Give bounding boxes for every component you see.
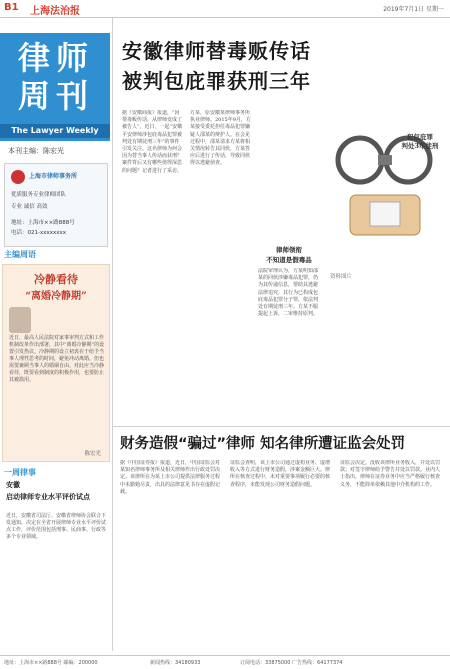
page-header: [0, 0, 450, 18]
article-subhead: 律师领衔: [276, 246, 302, 254]
section-logo-title: 律师周刊: [17, 39, 94, 115]
second-headline: 财务造假“骗过”律师 知名律所遭证监会处罚: [120, 436, 406, 452]
opinion-author: 陈宏光: [84, 451, 101, 457]
bag-label: [370, 202, 400, 226]
left-column: [0, 18, 110, 651]
article-column: 法院审理认为，方某明知邵某的同伙涉嫌毒品犯罪，仍为其传递信息，帮助其逃避法律追究，其行为已构成包庇毒品犯罪分子罪，依法判处有期徒刑三年。方某不服提起上诉，二审维持原判。: [258, 268, 319, 318]
author-photo: [9, 307, 31, 333]
article-column: 据《中国证券报》报道，近日，中国证监会对某知名律师事务所及相关律师作出行政处罚决定。该律所在为某上市公司提供法律服务过程中未勤勉尽责，出具的法律意见书存在虚假记载。: [120, 460, 220, 495]
main-headline-line: 被判包庇罪获刑三年: [122, 69, 311, 93]
article-column: 据《安徽商报》报道，“因帮毒贩传话，从律师变成了被告人”。近日，一起“安徽平安律师涉包庇毒品犯罪被判处有期徒刑三年”的事件引发关注。这名律师为何会因为替当事人传话而获刑？案件背后又有哪些值得深思的问题？记者进行了采访。: [122, 110, 183, 174]
ad-line: 地址：上海市××路888号: [11, 220, 75, 226]
firm-logo-icon: [11, 170, 25, 184]
article-column: 证监会决定，没收该律所业务收入，并处以罚款；对签字律师给予警告并处以罚款。业内人士指出，律师在证券业务中应当严格履行核查义务，不能简单依赖其他中介机构的工作。: [340, 460, 441, 488]
opinion-title: “离婚冷静期”: [25, 291, 87, 302]
chief-editor: 本刊主编：陈宏光: [8, 147, 64, 155]
opinion-column: [2, 264, 110, 462]
footer-hotline: 新闻热线：34180933: [150, 660, 201, 666]
advertisement: [4, 163, 108, 247]
ad-line: 优质服务专业律师团队: [11, 192, 67, 198]
article-column: 证监会查明，该上市公司通过虚构业务、虚增收入等方式进行财务造假，涉案金额巨大。律所在核查过程中，未对重要事项履行必要的核查程序，未能发现公司财务造假问题。: [230, 460, 330, 488]
opinion-text: 近日，最高人民法院对家事审判方式和工作机制改革作出部署，其中“离婚冷静期”的设置引发热议。冷静期的设立初衷在于给予当事人理性思考的时间，避免冲动离婚，但也需要兼顾当事人的婚姻自由。对此应当冷静看待，既要看到制度的积极作用，也要防止其被滥用。: [9, 335, 105, 383]
handcuff-chain: [378, 155, 392, 165]
main-headline: [122, 36, 442, 96]
column-divider: [112, 18, 113, 651]
section-divider: [113, 426, 450, 427]
weekly-headline: 启动律师专业水平评价试点: [6, 492, 90, 501]
dateline: 2019年7月1日 星期一: [383, 6, 444, 13]
article-subhead: 不知道是假毒品: [266, 256, 312, 264]
weekly-label: 一周律事: [4, 468, 36, 477]
handcuffs-illustration: [330, 100, 442, 250]
article-column: 方某，原安徽某律师事务所执业律师。2015年9月，方某接受委托担任毒品犯罪嫌疑人邵某的辩护人。在会见过程中，邵某请求方某将相关情况转告其同伙，方某答应后进行了传话，导致同伙得以逃避侦查。: [190, 110, 251, 167]
image-caption: 资料图片: [330, 274, 353, 280]
ad-line: 电话：021-xxxxxxxx: [11, 230, 67, 236]
footer-phones: 订阅电话：33875000 广告热线：64177374: [240, 660, 343, 666]
weekly-title: 安徽: [6, 480, 20, 489]
main-headline-line: 安徽律师替毒贩传话: [122, 39, 311, 63]
opinion-kicker: 冷静看待: [34, 273, 78, 286]
section-logo: [0, 33, 110, 141]
page-number: B1: [4, 2, 19, 13]
handcuff-ring: [338, 138, 382, 182]
footer-address: 地址：上海市××路888号 邮编：200000: [4, 660, 98, 666]
ad-line: 专业 诚信 高效: [11, 204, 48, 210]
ad-firm-name: 上海市律师事务所: [29, 173, 78, 180]
page-footer: [0, 655, 450, 669]
side-headline: 犯包庇罪 判处3年徒刑: [401, 133, 439, 150]
column-label: 主编周语: [4, 250, 36, 259]
masthead: 上海法治报: [30, 6, 80, 17]
weekly-text: 近日，安徽省司法厅、安徽省律师协会联合下发通知，决定在全省开展律师专业水平评价试点工作，评价范围包括刑事、民商事、行政等多个专业领域。: [6, 513, 107, 540]
section-logo-subtitle: The Lawyer Weekly: [0, 124, 110, 138]
